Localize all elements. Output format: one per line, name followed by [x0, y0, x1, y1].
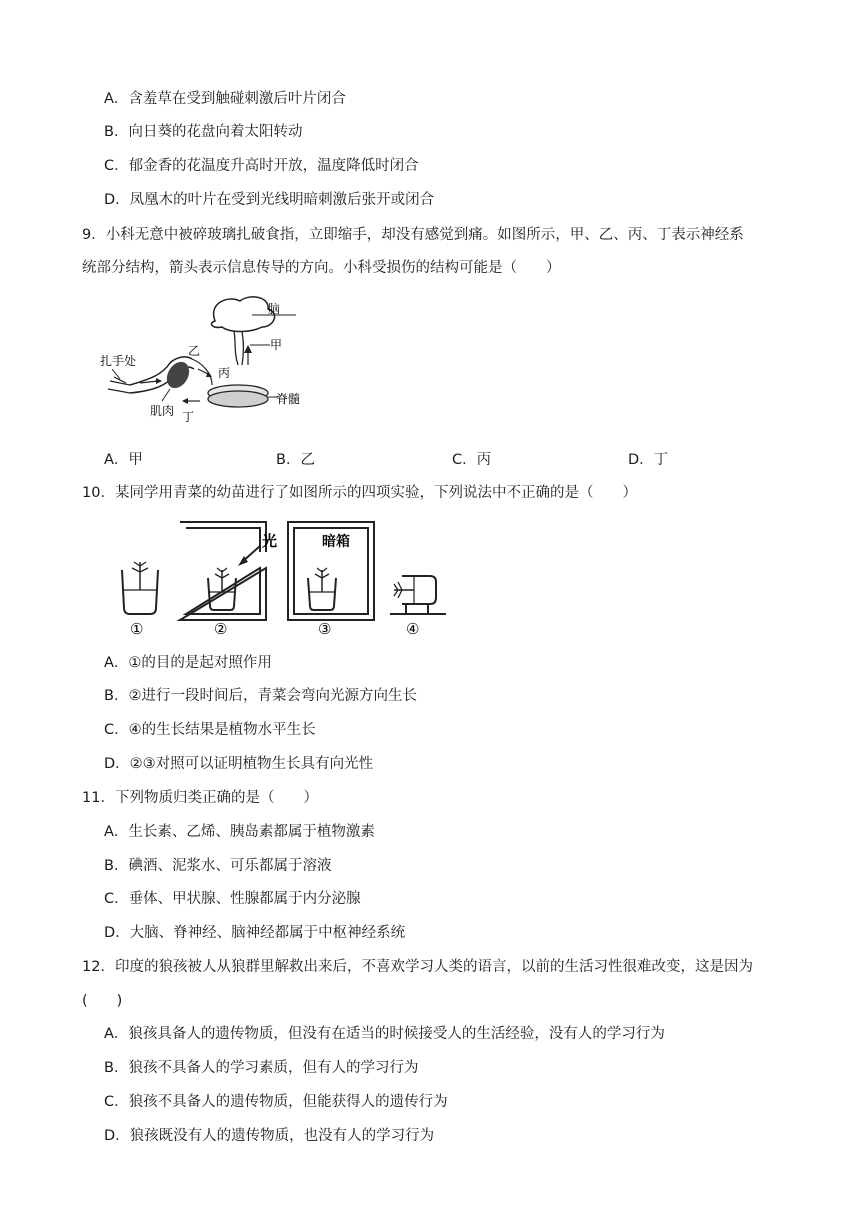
q12-option-a: A．狼孩具备人的遗传物质，但没有在适当的时候接受人的生活经验，没有人的学习行为 — [104, 1026, 665, 1042]
label-bing: 丙 — [218, 366, 231, 380]
q11-stem: 11．下列物质归类正确的是（ ） — [82, 790, 318, 806]
q12-option-d: D．狼孩既没有人的遗传物质，也没有人的学习行为 — [104, 1128, 435, 1144]
q8-option-a: A．含羞草在受到触碰刺激后叶片闭合 — [104, 91, 346, 107]
q10-stem: 10．某同学用青菜的幼苗进行了如图所示的四项实验，下列说法中不正确的是（ ） — [82, 485, 637, 501]
q8-option-c: C．郁金香的花温度升高时开放，温度降低时闭合 — [104, 158, 419, 174]
label-finger: 扎手处 — [100, 354, 137, 368]
label-n2: ② — [214, 620, 228, 638]
q12-stem-line1: 12．印度的狼孩被人从狼群里解救出来后，不喜欢学习人类的语言，以前的生活习性很难改变，这是因为 — [82, 959, 753, 975]
q11-option-c: C．垂体、甲状腺、性腺都属于内分泌腺 — [104, 891, 361, 907]
q9-option-d: D．丁 — [628, 452, 669, 468]
label-yi: 乙 — [188, 344, 201, 358]
q9-option-b: B．乙 — [276, 452, 315, 468]
label-n4: ④ — [406, 620, 420, 638]
q11-option-a: A．生长素、乙烯、胰岛素都属于植物激素 — [104, 824, 375, 840]
q9-option-c: C．丙 — [452, 452, 492, 468]
q8-option-d: D．凤凰木的叶片在受到光线明暗刺激后张开或闭合 — [104, 192, 435, 208]
q12-option-b: B．狼孩不具备人的学习素质，但有人的学习行为 — [104, 1060, 419, 1076]
q9-option-a: A．甲 — [104, 452, 143, 468]
q9-nervous-system-figure — [100, 293, 310, 433]
label-jia: 甲 — [270, 338, 283, 352]
q11-option-d: D．大脑、脊神经、脑神经都属于中枢神经系统 — [104, 925, 406, 941]
brain-shape — [211, 297, 274, 332]
q8-option-b: B．向日葵的花盘向着太阳转动 — [104, 124, 303, 140]
label-n3: ③ — [318, 620, 332, 638]
label-brain: 脑 — [268, 302, 281, 316]
q10-option-a: A．①的目的是起对照作用 — [104, 655, 272, 671]
label-muscle: 肌肉 — [150, 404, 175, 418]
q10-option-d: D．②③对照可以证明植物生长具有向光性 — [104, 756, 374, 772]
q10-option-c: C．④的生长结果是植物水平生长 — [104, 722, 316, 738]
q11-option-b: B．碘酒、泥浆水、可乐都属于溶液 — [104, 858, 332, 874]
label-light: 光 — [262, 532, 278, 550]
q12-stem-line2: ( ) — [82, 993, 123, 1009]
q12-option-c: C．狼孩不具备人的遗传物质，但能获得人的遗传行为 — [104, 1094, 448, 1110]
label-spinal-cord: 脊髓 — [276, 392, 301, 406]
label-ding: 丁 — [182, 410, 195, 424]
q10-seedling-figure — [110, 520, 460, 640]
q9-stem-line2: 统部分结构，箭头表示信息传导的方向。小科受损伤的结构可能是（ ） — [82, 260, 561, 276]
q9-options-row — [104, 450, 804, 470]
q10-option-b: B．②进行一段时间后，青菜会弯向光源方向生长 — [104, 688, 417, 704]
label-darkbox: 暗箱 — [322, 534, 350, 550]
q9-stem-line1: 9．小科无意中被碎玻璃扎破食指，立即缩手，却没有感觉到痛。如图所示，甲、乙、丙、丁表示神经系 — [82, 227, 744, 243]
label-n1: ① — [130, 620, 144, 638]
